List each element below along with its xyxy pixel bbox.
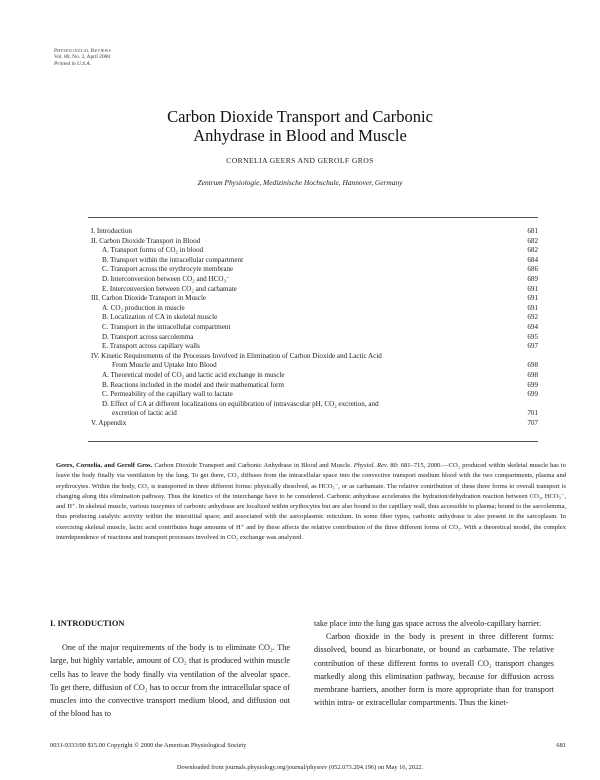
toc-entry-page: 686: [527, 265, 538, 274]
toc-entry: [88, 275, 538, 285]
toc-bottom-rule: [88, 441, 538, 442]
toc-entry: [88, 237, 538, 247]
toc-entry: [88, 400, 538, 410]
title-line-2: Anhydrase in Blood and Muscle: [193, 126, 407, 145]
authors: CORNELIA GEERS AND GEROLF GROS: [226, 156, 374, 165]
toc-entry-page: 707: [527, 418, 538, 427]
abstract: [56, 461, 566, 543]
toc-entry: [88, 333, 538, 343]
intro-left-column: [50, 617, 290, 720]
title-line-1: Carbon Dioxide Transport and Carbonic: [167, 107, 433, 126]
toc-entry-page: 699: [527, 380, 538, 389]
toc-entry: [88, 285, 538, 295]
intro-paragraph: One of the major requirements of the body is to eliminate CO₂. The large, but highly variable, amount of CO₂ that is produced within muscle cells has to leave the body finally via ventilation of the alveolar space. To get there, diffusion of CO₂ has to occur from the intracellular space of muscles into the convective transport medium blood, and diffusion out of the blood has to: [50, 643, 290, 719]
journal-issue: Vol. 80, No. 2, April 2000: [54, 54, 111, 61]
toc-entry: [88, 265, 538, 275]
journal-header: [54, 48, 111, 67]
toc-entry-page: 691: [527, 294, 538, 303]
toc-entry: [88, 419, 538, 429]
toc-entry-page: 695: [527, 332, 538, 341]
toc-entry-label: B. Transport within the intracellular compartment: [102, 255, 244, 264]
toc-entry-page: 682: [527, 236, 538, 245]
toc-entry: [88, 227, 538, 237]
toc-entry-label: II. Carbon Dioxide Transport in Blood: [91, 236, 201, 245]
toc-entry-label: III. Carbon Dioxide Transport in Muscle: [91, 294, 207, 303]
toc-entry-label: D. Transport across sarcolemma: [102, 332, 194, 341]
toc-entry-label: A. CO₂ production in muscle: [102, 303, 185, 312]
toc-top-rule: [88, 217, 538, 218]
toc-entry-page: 689: [527, 274, 538, 283]
affiliation: Zentrum Physiologie, Medizinische Hochschule, Hannover, Germany: [197, 178, 403, 187]
toc-entry-label: V. Appendix: [91, 418, 127, 427]
toc-entry-label: E. Transport across capillary walls: [102, 342, 200, 351]
toc-entry-page: 697: [527, 342, 538, 351]
toc-entry-page: 682: [527, 246, 538, 255]
page-number: 681: [556, 742, 566, 749]
toc-entry: [88, 256, 538, 266]
toc-entry: [88, 294, 538, 304]
toc-entry: [88, 313, 538, 323]
toc-entry-page: 698: [527, 361, 538, 370]
toc-entry-page: 698: [527, 370, 538, 379]
toc-entry: [88, 323, 538, 333]
toc-entry-label: D. Effect of CA at different localizations on equilibration of intravascular pH, CO₂ excretion, and: [102, 399, 379, 408]
download-notice: Downloaded from journals.physiology.org/journal/physrev (052.073.204.196) on May 16, 2022.: [176, 764, 424, 771]
toc-entry-label: IV. Kinetic Requirements of the Processes Involved in Elimination of Carbon Dioxide and Lactic Acid: [91, 351, 382, 360]
toc-entry-page: 692: [527, 313, 538, 322]
toc-entry-label: I. Introduction: [91, 227, 132, 235]
abstract-journal: Physiol. Rev.: [353, 462, 389, 469]
toc-entry-label: D. Interconversion between CO₂ and HCO₃⁻: [102, 274, 230, 283]
toc-entry: [88, 304, 538, 314]
toc-entry-label: E. Interconversion between CO₂ and carbamate: [102, 284, 237, 293]
copyright-line: 0031-9333/00 $15.00 Copyright © 2000 the American Physiological Society: [50, 742, 247, 749]
abstract-citation: 80: 681–715, 2000.—: [390, 462, 449, 469]
toc-entry: [88, 361, 538, 371]
abstract-title: Carbon Dioxide Transport and Carbonic Anhydrase in Blood and Muscle.: [154, 462, 352, 469]
toc-entry: [88, 246, 538, 256]
toc-entry: [88, 352, 538, 362]
intro-heading: I. INTRODUCTION: [50, 619, 125, 628]
toc-entry-label: C. Transport across the erythrocyte membrane: [102, 265, 234, 274]
article-title: [60, 107, 540, 145]
toc-entry: [88, 371, 538, 381]
toc-entry-label: A. Transport forms of CO₂ in blood: [102, 246, 204, 255]
toc-entry-page: 681: [527, 227, 538, 235]
toc-entry: [88, 390, 538, 400]
abstract-body: CO₂ produced within skeletal muscle has to leave the body finally via ventilation by the lung. To get there, CO₂ diffuses from the intracellular space into the convective transport medium blood with the two compartments, plasma and erythrocytes. Within the body, CO₂ is transported in three different forms: physically dissolved, as HCO₃⁻, or as carbamate. The relative contribution of these three forms to overall transport is changing along this elimination pathway. Thus the kinetics of the interchange have to be considered. Carbonic anhydrase accelerates the hydration/dehydration reaction between CO₂, HCO₃⁻, and H⁺. In skeletal muscle, various isozymes of carbonic anhydrase are localized within erythocytes but are also bound to the capillary wall, thus accessible to plasma; bound to the sarcolemma, thus producing catalytic activity within the interstitial space; and associated with the sarcoplasmic reticulum. In some fiber types, carbonic anhydrase is also present in the sarcoplasm. In exercising skeletal muscle, lactic acid contributes huge amounts of H⁺ and by these affects the relative contribution of the three different forms of CO₂. With a theoretical model, the complex interdependence of reactions and transport processes involved in CO₂ exchange was analyzed.: [56, 462, 567, 542]
toc-entry-page: 701: [527, 409, 538, 418]
journal-name: Physiological Reviews: [54, 48, 112, 54]
toc-entry-label: A. Theoretical model of CO₂ and lactic acid exchange in muscle: [102, 370, 285, 379]
toc-entry-label: B. Reactions included in the model and their mathematical form: [102, 380, 285, 389]
toc-entry-page: 691: [527, 303, 538, 312]
toc-entry-label: excretion of lactic acid: [112, 409, 177, 418]
toc-entry-page: 691: [527, 284, 538, 293]
toc-entry: [88, 381, 538, 391]
abstract-authors: Geers, Cornelia, and Gerolf Gros.: [56, 462, 153, 469]
toc-entry-label: C. Permeability of the capillary wall to lactate: [102, 390, 233, 399]
toc-entry-label: From Muscle and Uptake Into Blood: [112, 361, 217, 370]
table-of-contents: [88, 227, 538, 428]
toc-entry: [88, 409, 538, 419]
toc-entry: [88, 342, 538, 352]
toc-entry-page: 694: [527, 322, 538, 331]
journal-printed: Printed in U.S.A.: [54, 60, 91, 67]
toc-entry-page: 699: [527, 390, 538, 399]
intro-right-column: [314, 617, 554, 709]
toc-entry-label: B. Localization of CA in skeletal muscle: [102, 313, 218, 322]
intro-paragraph-2: Carbon dioxide in the body is present in three different forms: dissolved, bound as bicarbonate, or bound as carbamate. The relative contribution of these different forms to overall CO₂ transport changes markedly along this elimination pathway, because for diffusion across membrane barriers, another form is more appropriate than for transport within intra- or extracellular compartments. Thus the kinet-: [314, 632, 554, 708]
toc-entry-page: 684: [527, 255, 538, 264]
toc-entry-label: C. Transport in the intracellular compartment: [102, 322, 231, 331]
intro-continuation: take place into the lung gas space across the alveolo-capillary barrier.: [314, 619, 542, 628]
